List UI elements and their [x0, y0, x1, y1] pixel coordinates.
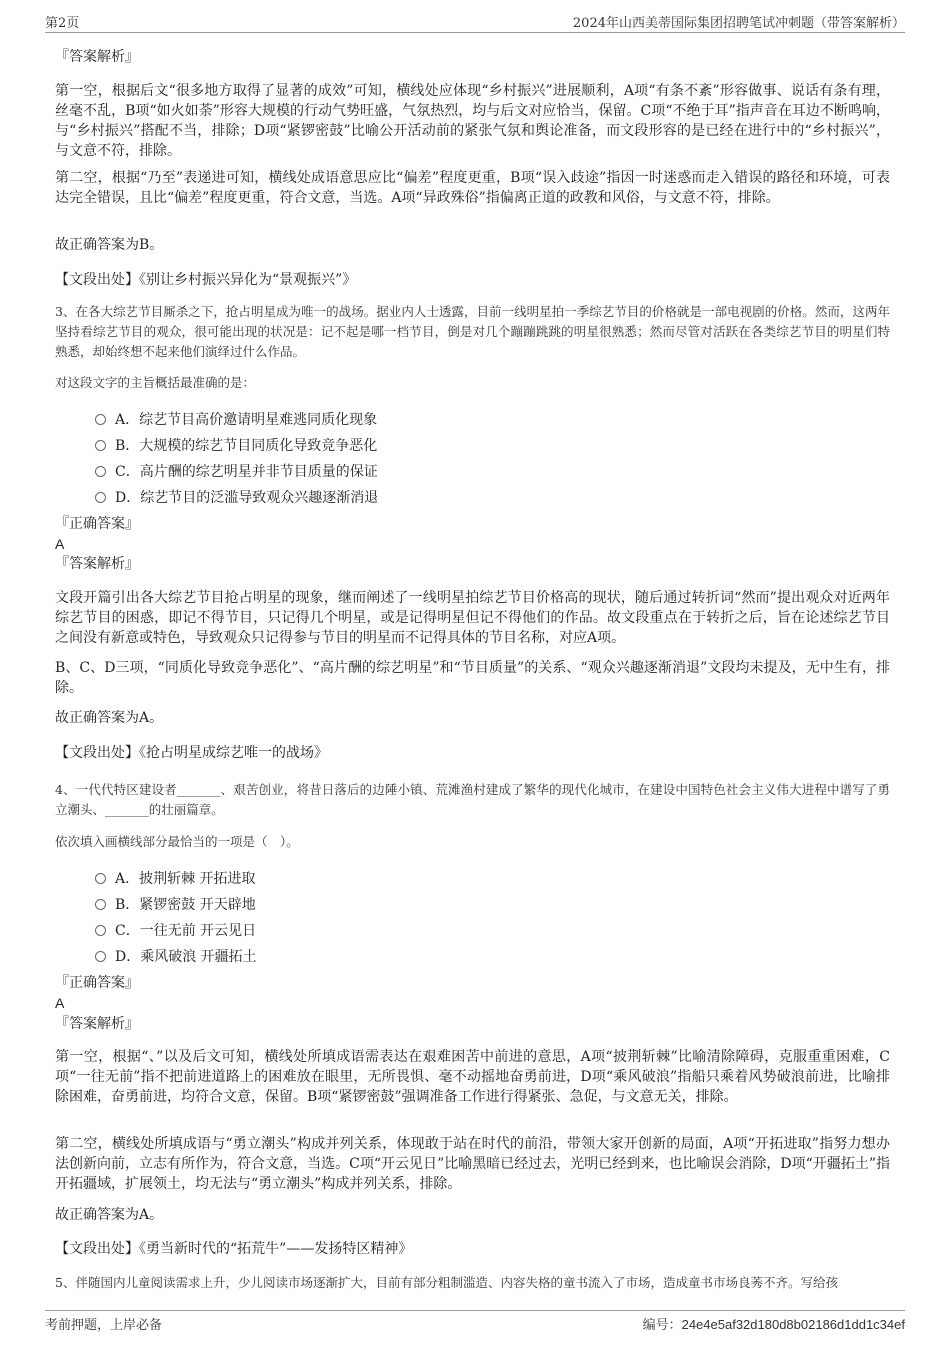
radio-icon[interactable]: [95, 925, 106, 936]
q2-analysis-para1: 第一空，根据后文“很多地方取得了显著的成效”可知，横线处应体现“乡村振兴”进展顺利，A项“有条不紊”形容做事、说话有条有理，丝毫不乱，B项“如火如荼”形容大规模的行动气势旺盛，气氛热烈，均与后文对应恰当，保留。C项“不绝于耳”指声音在耳边不断鸣响，与“乡村振兴”搭配不当，排除；D项“紧锣密鼓”比喻公开活动前的紧张气氛和舆论准备，而文段形容的是已经在进行中的“乡村振兴”，与文意不符，排除。: [55, 83, 890, 159]
q3-source: 【文段出处】《抢占明星成综艺唯一的战场》: [55, 745, 328, 761]
q3-question: 对这段文字的主旨概括最准确的是：: [55, 375, 256, 390]
q4-correct-answer: A: [55, 995, 65, 1011]
page-footer: [45, 1310, 905, 1336]
q3-option-c[interactable]: C．高片酬的综艺明星并非节目质量的保证: [95, 462, 378, 482]
q4-analysis-para2: 第二空，横线处所填成语与“勇立潮头”构成并列关系，体现敢于站在时代的前沿，带领大家开创新的局面，A项“开拓进取”指努力想办法创新向前，立志有所作为，符合文意，当选。C项“开云见日”比喻黑暗已经过去，光明已经到来，也比喻误会消除，D项“开疆拓土”指开拓疆域，扩展领土，均无法与“勇立潮头”构成并列关系，排除。: [55, 1136, 890, 1192]
footer-note: 考前押题，上岸必备: [45, 1318, 163, 1333]
radio-icon[interactable]: [95, 873, 106, 884]
radio-icon[interactable]: [95, 414, 106, 425]
q3-option-a[interactable]: A．综艺节目高价邀请明星难逃同质化现象: [95, 410, 377, 430]
q4-option-c[interactable]: C．一往无前 开云见日: [95, 921, 256, 941]
code-label: 编号：: [642, 1318, 682, 1333]
code-value: 24e4e5af32d180d8b02186d1dd1c34ef: [681, 1317, 905, 1332]
q4-correct-label: 『正确答案』: [55, 975, 139, 991]
document-title: 2024年山西美蒂国际集团招聘笔试冲刺题（带答案解析）: [572, 16, 905, 31]
page-header: [45, 12, 905, 33]
q4-analysis-para1: 第一空，根据“、”以及后文可知，横线处所填成语需表达在艰难困苦中前进的意思，A项“披荆斩棘”比喻清除障碍，克服重重困难，C项“一往无前”指不把前进道路上的困难放在眼里，无所畏惧、毫不动摇地奋勇前进，D项“乘风破浪”指船只乘着风势破浪前进，比喻排除困难，奋勇前进，均符合文意，保留。B项“紧锣密鼓”强调准备工作进行得紧张、急促，与文意无关，排除。: [55, 1049, 890, 1105]
q3-stem: 3、在各大综艺节目厮杀之下，抢占明星成为唯一的战场。据业内人士透露，目前一线明星拍一季综艺节目的价格就是一部电视剧的价格。然而，这两年坚持看综艺节目的观众，很可能出现的状况是：记不起是哪一档节目，倒是对几个蹦蹦跳跳的明星很熟悉；然而尽管对活跃在各类综艺节目的明星们特熟悉，却始终想不起来他们演绎过什么作品。: [55, 304, 890, 359]
q4-source: 【文段出处】《勇当新时代的“拓荒牛”——发扬特区精神》: [55, 1241, 413, 1257]
page-number: 第2页: [45, 16, 80, 31]
radio-icon[interactable]: [95, 440, 106, 451]
radio-icon[interactable]: [95, 951, 106, 962]
q4-option-b[interactable]: B．紧锣密鼓 开天辟地: [95, 895, 256, 915]
q3-option-d[interactable]: D．综艺节目的泛滥导致观众兴趣逐渐消退: [95, 488, 378, 508]
radio-icon[interactable]: [95, 899, 106, 910]
q4-question: 依次填入画横线部分最恰当的一项是（ ）。: [55, 834, 299, 849]
q2-analysis-label: 『答案解析』: [55, 49, 139, 65]
q4-option-a[interactable]: A．披荆斩棘 开拓进取: [95, 869, 256, 889]
q4-analysis-label: 『答案解析』: [55, 1016, 139, 1032]
q3-analysis-para1: 文段开篇引出各大综艺节目抢占明星的现象，继而阐述了一线明星拍综艺节目价格高的现状，随后通过转折词“然而”提出观众对近两年综艺节目的困惑，即记不得节目，只记得几个明星，或是记得明星但记不得他们的作品。故文段重点在于转折之后，旨在论述综艺节目之间没有新意或特色，导致观众只记得参与节目的明星而不记得具体的节目名称，对应A项。: [55, 590, 890, 646]
q2-conclusion: 故正确答案为B。: [55, 237, 164, 253]
q2-analysis-para2: 第二空，根据“乃至”表递进可知，横线处成语意思应比“偏差”程度更重，B项“误入歧途”指因一时迷惑而走入错误的路径和环境，可表达完全错误，且比“偏差”程度更重，符合文意，当选。A项“异政殊俗”指偏离正道的政教和风俗，与文意不符，排除。: [55, 170, 890, 206]
q4-stem: 4、一代代特区建设者_______、艰苦创业，将昔日落后的边陲小镇、荒滩渔村建成了繁华的现代化城市，在建设中国特色社会主义伟大进程中谱写了勇立潮头、_______的壮丽篇章。: [55, 782, 890, 817]
q3-correct-label: 『正确答案』: [55, 516, 139, 532]
radio-icon[interactable]: [95, 492, 106, 503]
q2-source: 【文段出处】《别让乡村振兴异化为“景观振兴”》: [55, 272, 357, 288]
q3-correct-answer: A: [55, 536, 65, 552]
q3-conclusion: 故正确答案为A。: [55, 710, 164, 726]
q3-analysis-label: 『答案解析』: [55, 556, 139, 572]
q4-option-d[interactable]: D．乘风破浪 开疆拓土: [95, 947, 257, 967]
radio-icon[interactable]: [95, 466, 106, 477]
q5-stem: 5、伴随国内儿童阅读需求上升，少儿阅读市场逐渐扩大，目前有部分粗制滥造、内容失格的童书流入了市场，造成童书市场良莠不齐。写给孩: [55, 1275, 838, 1290]
q3-analysis-para2: B、C、D三项，“同质化导致竞争恶化”、“高片酬的综艺明星”和“节目质量”的关系、“观众兴趣逐渐消退”文段均未提及，无中生有，排除。: [55, 660, 890, 696]
q4-conclusion: 故正确答案为A。: [55, 1207, 164, 1223]
document-code: [643, 1314, 905, 1333]
q3-option-b[interactable]: B．大规模的综艺节目同质化导致竞争恶化: [95, 436, 377, 456]
